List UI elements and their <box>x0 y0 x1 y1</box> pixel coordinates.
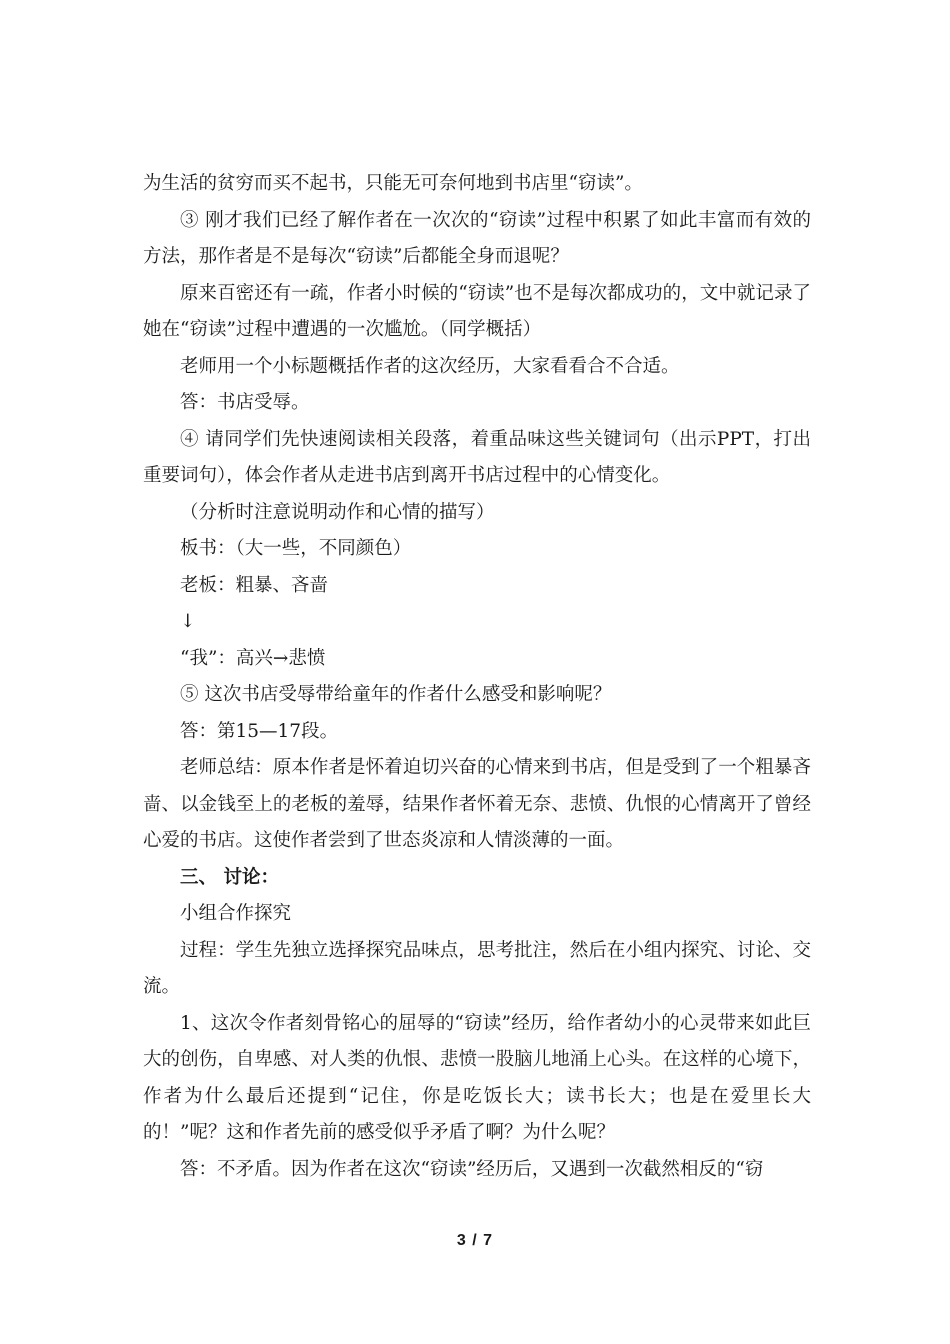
paragraph-question-5: ⑤ 这次书店受辱带给童年的作者什么感受和影响呢？ <box>180 684 612 705</box>
paragraph-subtitle-prompt: 老师用一个小标题概括作者的这次经历，大家看看合不合适。 <box>180 355 680 377</box>
paragraph-boss-traits: 老板：粗暴、吝啬 <box>180 574 329 596</box>
page-body <box>143 166 811 1188</box>
paragraph-question-3: ③ 刚才我们已经了解作者在一次次的“窃读”过程中积累了如此丰富而有效的方法，那作者是不是每次“窃读”后都能全身而退呢？ <box>143 209 811 267</box>
paragraph-group-inquiry: 小组合作探究 <box>180 903 292 924</box>
paragraph-analysis-note: （分析时注意说明动作和心情的描写） <box>180 501 495 523</box>
paragraph-author-mood: “我”：高兴→悲愤 <box>180 647 326 669</box>
section-heading-discussion: 三、 讨论： <box>180 866 279 888</box>
paragraph-teacher-summary: 老师总结：原本作者是怀着迫切兴奋的心情来到书店，但是受到了一个粗暴吝啬、以金钱至上的老板的羞辱，结果作者怀着无奈、悲愤、仇恨的心情离开了曾经心爱的书店。这使作者尝到了世态炎凉和人情淡薄的一面。 <box>143 757 811 851</box>
down-arrow-icon: ↓ <box>180 611 196 632</box>
paragraph-explanation: 原来百密还有一疏，作者小时候的“窃读”也不是每次都成功的，文中就记录了她在“窃读”过程中遭遇的一次尴尬。（同学概括） <box>143 282 811 340</box>
paragraph-answer-1: 答：书店受辱。 <box>180 392 310 413</box>
page-number: 3 / 7 <box>456 1232 494 1249</box>
paragraph-discussion-question-1: 1、这次令作者刻骨铭心的屈辱的“窃读”经历，给作者幼小的心灵带来如此巨大的创伤，自卑感、对人类的仇恨、悲愤一股脑儿地涌上心头。在这样的心境下，作者为什么最后还提到“记住，你是吃饭长大；读书长大；也是在爱里长大的！”呢？这和作者先前的感受似乎矛盾了啊？为什么呢？ <box>143 1012 811 1143</box>
paragraph-answer-3: 答：不矛盾。因为作者在这次“窃读”经历后，又遇到一次截然相反的“窃 <box>180 1158 764 1180</box>
paragraph-process: 过程：学生先独立选择探究品味点，思考批注，然后在小组内探究、讨论、交流。 <box>143 939 811 997</box>
paragraph-question-4: ④ 请同学们先快速阅读相关段落，着重品味这些关键词句（出示PPT，打出重要词句），体会作者从走进书店到离开书店过程中的心情变化。 <box>143 428 811 486</box>
paragraph-answer-2: 答：第15—17段。 <box>180 720 339 742</box>
paragraph-board-notes: 板书：（大一些，不同颜色） <box>180 538 412 559</box>
paragraph-continuation: 为生活的贫穷而买不起书，只能无可奈何地到书店里“窃读”。 <box>143 173 643 194</box>
